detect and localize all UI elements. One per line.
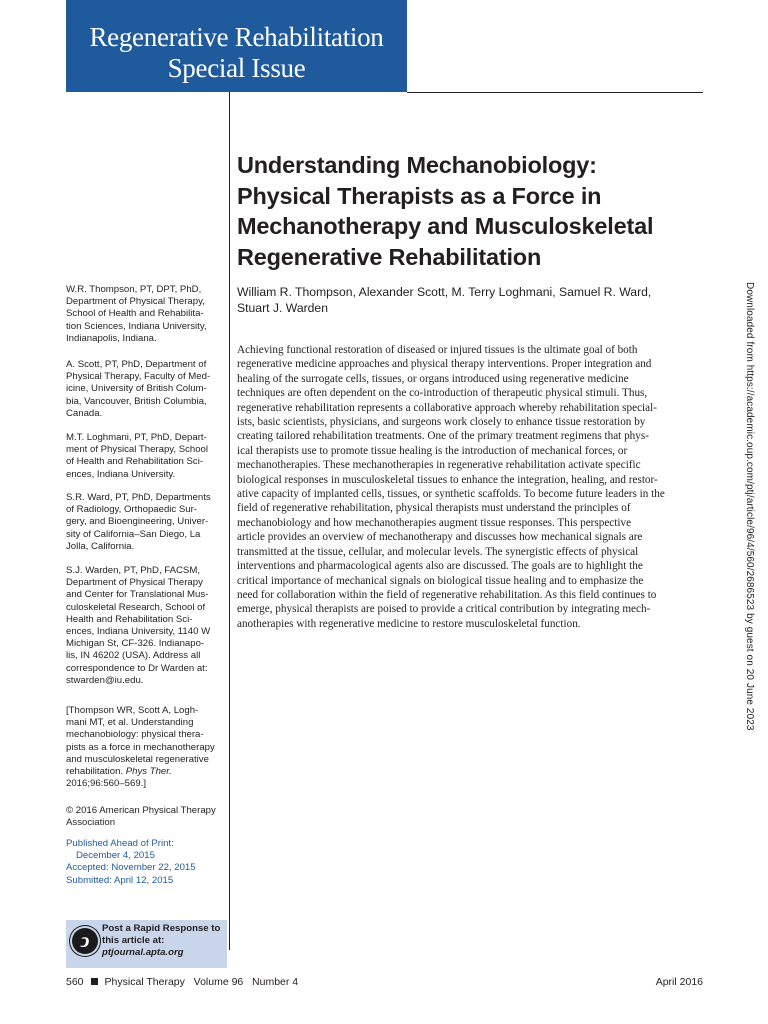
accepted-date: Accepted: November 22, 2015 bbox=[66, 862, 196, 874]
title-line: Mechanotherapy and Musculoskeletal bbox=[237, 213, 654, 239]
abstract-line: mechanotherapies. These mechanotherapies in regenerative rehabilitation activate specific bbox=[237, 459, 641, 472]
rapid-response-icon: ↄ bbox=[72, 928, 98, 954]
download-notice-text: Downloaded from https://academic.oup.com/ptj/article/96/4/560/2686523 by guest on 20 June 2023 bbox=[744, 282, 755, 731]
affiliation-loghmani bbox=[66, 432, 226, 481]
rapid-response-link[interactable]: ptjournal.apta.org bbox=[102, 947, 184, 959]
affiliation-line: culoskeletal Research, School of bbox=[66, 601, 206, 613]
abstract-line: ical therapists use to promote tissue healing is the introduction of mechanical forces, or bbox=[237, 444, 628, 457]
abstract-line: mechanobiology and how mechanotherapies augment tissue responses. This perspective bbox=[237, 516, 632, 529]
footer-date: April 2016 bbox=[655, 976, 703, 988]
affiliation-line: M.T. Loghmani, PT, PhD, Depart- bbox=[66, 432, 207, 443]
abstract-line: transmitted at the tissue, cellular, and molecular levels. The synergistic effects of physical bbox=[237, 545, 639, 558]
rapid-response-text bbox=[102, 923, 220, 960]
abstract-line: regenerative rehabilitation represents a collaborative approach whereby rehabilitation special- bbox=[237, 401, 657, 414]
download-notice bbox=[744, 282, 760, 762]
affiliation-line: ences, Indiana University, 1140 W bbox=[66, 626, 211, 638]
banner-line-1: Regenerative Rehabilitation bbox=[89, 22, 384, 52]
abstract-line: healing of the surrogate cells, tissues, or organs introduced using regenerative medicine bbox=[237, 372, 629, 385]
affiliation-line: tion Sciences, Indiana University, bbox=[66, 320, 207, 332]
affiliation-line: stwarden@iu.edu. bbox=[66, 674, 144, 686]
abstract-line: Achieving functional restoration of diseased or injured tissues is the ultimate goal of both bbox=[237, 344, 638, 356]
publication-dates bbox=[66, 838, 226, 887]
citation-line: and musculoskeletal regenerative bbox=[66, 753, 209, 765]
affiliation-scott bbox=[66, 359, 226, 420]
copyright-line: Association bbox=[66, 817, 116, 829]
affiliation-line: ences, Indiana University. bbox=[66, 468, 176, 480]
affiliation-line: of Radiology, Orthopaedic Sur- bbox=[66, 504, 198, 516]
copyright-line: © 2016 American Physical Therapy bbox=[66, 805, 216, 816]
abstract-line: techniques are often dependent on the co-introduction of therapeutic physical stimuli. Thus, bbox=[237, 387, 648, 400]
square-bullet-icon bbox=[91, 978, 98, 985]
abstract-line: interventions and pharmacological agents also are discussed. The goals are to highlight the bbox=[237, 560, 643, 573]
abstract-line: need for collaboration within the field of regenerative rehabilitation. As this field continues to bbox=[237, 588, 657, 601]
citation-line: [Thompson WR, Scott A, Logh- bbox=[66, 705, 199, 716]
abstract-line: article provides an overview of mechanotherapy and discusses how mechanical signals are bbox=[237, 531, 643, 544]
header-rule bbox=[407, 92, 703, 93]
affiliation-line: Department of Physical Therapy bbox=[66, 577, 203, 589]
citation-line: pists as a force in mechanotherapy bbox=[66, 741, 215, 753]
affiliation-line: correspondence to Dr Warden at: bbox=[66, 662, 208, 674]
affiliation-line: Health and Rehabilitation Sci- bbox=[66, 613, 193, 625]
affiliation-line: Canada. bbox=[66, 407, 103, 419]
affiliation-line: ment of Physical Therapy, School bbox=[66, 444, 209, 456]
citation bbox=[66, 705, 226, 790]
rapid-response-line-2: this article at: bbox=[102, 935, 165, 947]
title-line: Physical Therapists as a Force in bbox=[237, 182, 602, 209]
abstract-line: anotherapies with regenerative medicine to restore musculoskeletal function. bbox=[237, 617, 581, 630]
abstract-line: biological responses in musculoskeletal tissues to enhance the integration, healing, and restor- bbox=[237, 473, 658, 486]
published-label: Published Ahead of Print: bbox=[66, 838, 174, 849]
journal-name: Physical Therapy bbox=[104, 976, 185, 988]
affiliation-line: and Center for Translational Mus- bbox=[66, 589, 209, 601]
affiliation-line: Michigan St, CF-326. Indianapo- bbox=[66, 638, 205, 650]
citation-line: mani MT, et al. Understanding bbox=[66, 717, 194, 729]
abstract-line: field of regenerative rehabilitation, physical therapists must understand the principles of bbox=[237, 502, 631, 515]
affiliation-line: S.R. Ward, PT, PhD, Departments bbox=[66, 492, 211, 503]
abstract-line: creating tailored rehabilitation treatments. One of the primary treatment regimens that phys- bbox=[237, 430, 649, 443]
article-title bbox=[237, 150, 707, 272]
citation-line: rehabilitation. Phys Ther. bbox=[66, 766, 172, 778]
affiliation-line: Department of Physical Therapy, bbox=[66, 296, 205, 308]
abstract-line: regenerative medicine approaches and physical therapy interventions. Proper integration and bbox=[237, 358, 652, 371]
abstract-line: critical importance of mechanical signals on biological tissue healing and to emphasize the bbox=[237, 574, 644, 587]
affiliation-thompson bbox=[66, 284, 226, 345]
affiliation-line: lis, IN 46202 (USA). Address all bbox=[66, 650, 201, 662]
affiliation-line: icine, University of British Colum- bbox=[66, 383, 207, 395]
citation-line: mechanobiology: physical thera- bbox=[66, 729, 204, 741]
citation-line: 2016;96:560–569.] bbox=[66, 778, 147, 790]
banner-line-2: Special Issue bbox=[167, 53, 306, 83]
affiliation-line: Indianapolis, Indiana. bbox=[66, 332, 157, 344]
affiliation-line: A. Scott, PT, PhD, Department of bbox=[66, 359, 207, 370]
copyright bbox=[66, 805, 226, 829]
affiliation-line: sity of California–San Diego, La bbox=[66, 528, 201, 540]
affiliation-line: S.J. Warden, PT, PhD, FACSM, bbox=[66, 565, 200, 576]
volume: Volume 96 bbox=[193, 976, 244, 988]
title-line: Regenerative Rehabilitation bbox=[237, 243, 542, 270]
affiliation-line: School of Health and Rehabilita- bbox=[66, 308, 204, 320]
column-divider bbox=[229, 92, 230, 950]
issue-number: Number 4 bbox=[252, 976, 299, 988]
affiliation-line: Physical Therapy, Faculty of Med- bbox=[66, 371, 211, 383]
affiliation-line: bia, Vancouver, British Columbia, bbox=[66, 395, 207, 407]
affiliation-line: W.R. Thompson, PT, DPT, PhD, bbox=[66, 284, 202, 295]
abstract-line: ative capacity of implanted cells, tissues, or synthetic scaffolds. To become future leaders in the bbox=[237, 488, 665, 501]
affiliation-line: gery, and Bioengineering, Univer- bbox=[66, 516, 209, 528]
affiliation-ward bbox=[66, 492, 226, 553]
page-number: 560 bbox=[66, 976, 84, 988]
author-list bbox=[237, 284, 707, 316]
author-line: Stuart J. Warden bbox=[237, 301, 328, 315]
affiliation-line: Jolla, California. bbox=[66, 540, 135, 552]
affiliation-line: of Health and Rehabilitation Sci- bbox=[66, 456, 204, 468]
title-line: Understanding Mechanobiology: bbox=[237, 152, 597, 178]
special-issue-banner bbox=[66, 0, 407, 92]
rapid-response-line-1: Post a Rapid Response to bbox=[102, 923, 221, 934]
abstract-line: emerge, physical therapists are poised to provide a critical contribution by integrating mech- bbox=[237, 603, 651, 616]
rapid-response-box[interactable] bbox=[66, 920, 227, 968]
abstract-line: ists, basic scientists, physicians, and surgeons work closely to enhance tissue restoration by bbox=[237, 416, 646, 429]
author-line: William R. Thompson, Alexander Scott, M. Terry Loghmani, Samuel R. Ward, bbox=[237, 285, 652, 299]
published-date: December 4, 2015 bbox=[76, 850, 155, 862]
footer-left bbox=[66, 976, 298, 988]
affiliation-warden bbox=[66, 565, 226, 687]
submitted-date: Submitted: April 12, 2015 bbox=[66, 874, 174, 886]
abstract bbox=[237, 343, 703, 631]
